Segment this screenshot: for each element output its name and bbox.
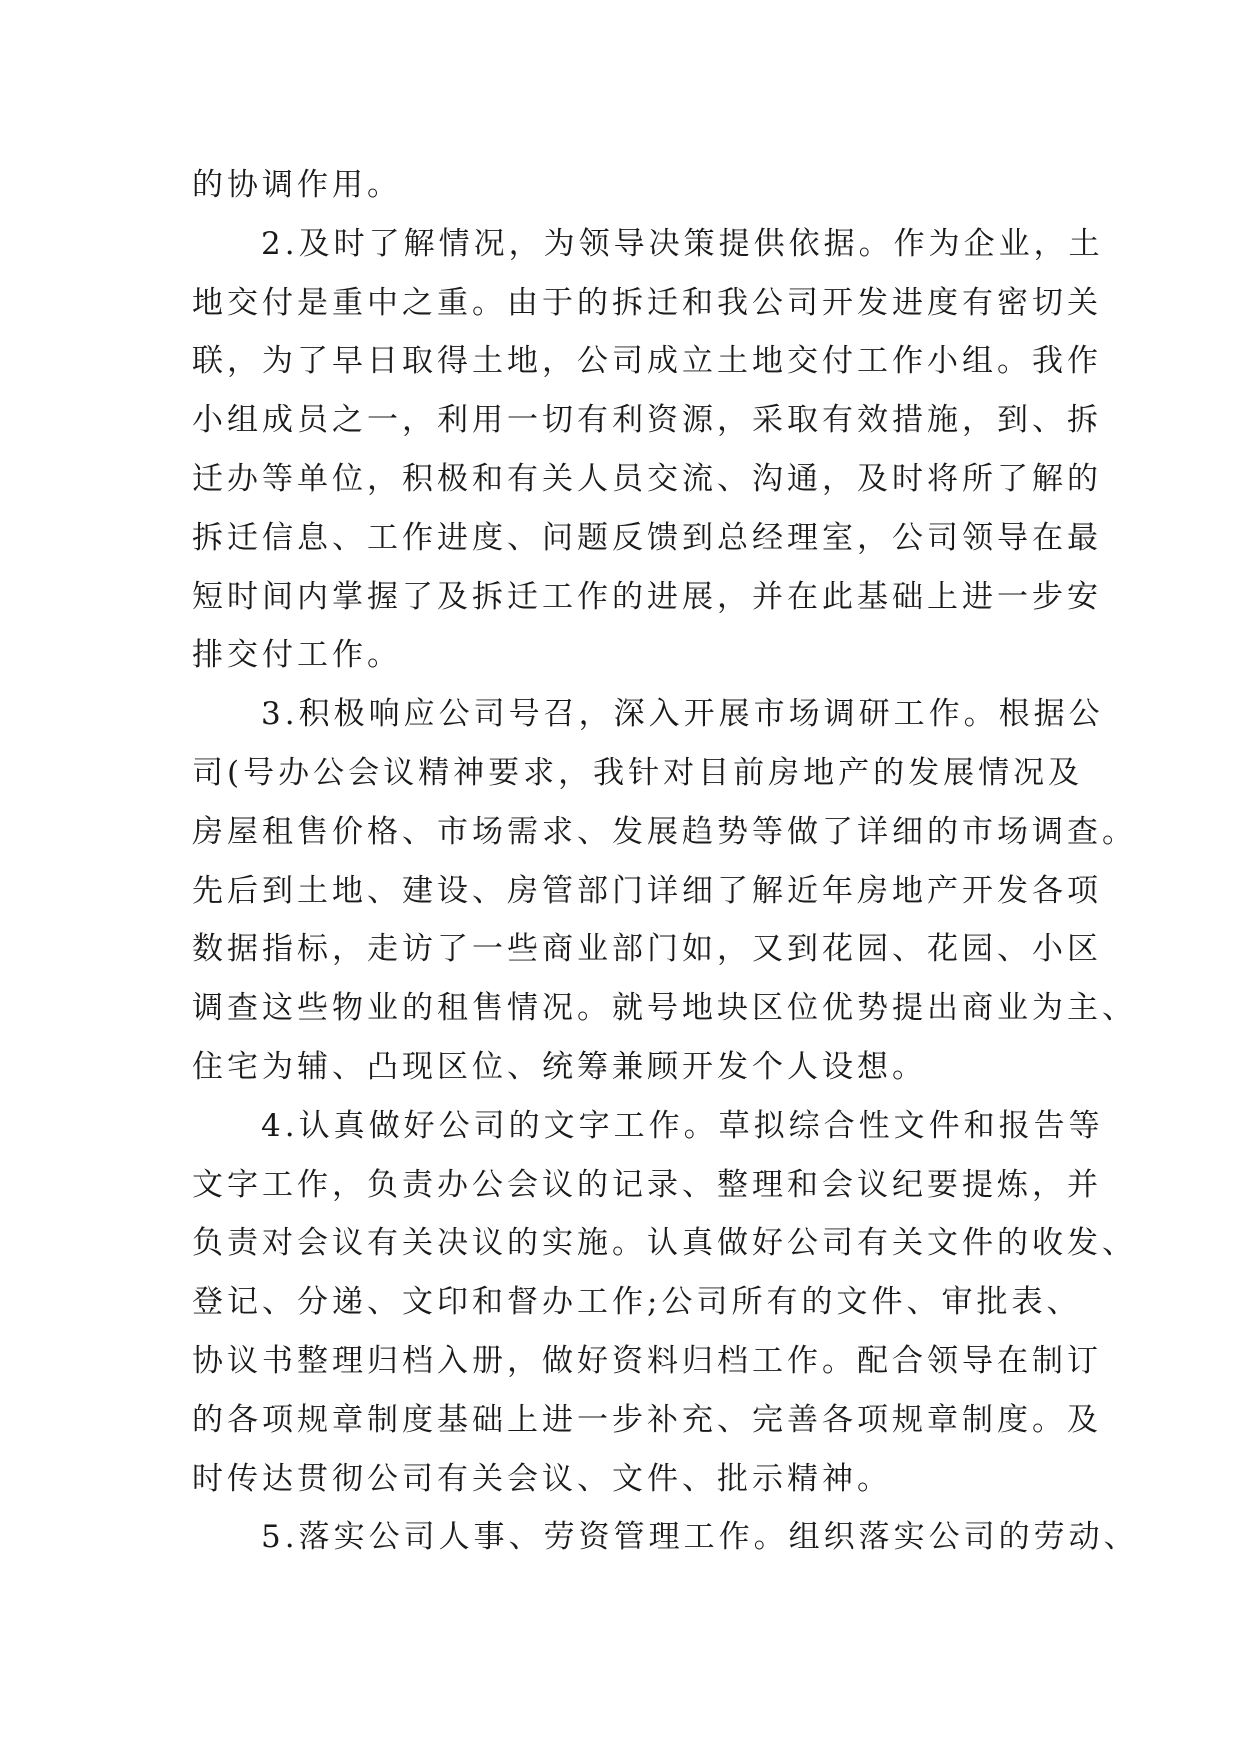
- text-line: 负责对会议有关决议的实施。认真做好公司有关文件的收发、: [192, 1225, 1137, 1262]
- text-line: 先后到土地、建设、房管部门详细了解近年房地产开发各项: [192, 872, 1102, 909]
- text-line: 数据指标，走访了一些商业部门如，又到花园、花园、小区: [192, 931, 1102, 968]
- text-line: 拆迁信息、工作进度、问题反馈到总经理室，公司领导在最: [192, 519, 1102, 556]
- text-line: 时传达贯彻公司有关会议、文件、批示精神。: [192, 1460, 892, 1497]
- paragraph-3-first-line: 3.积极响应公司号召，深入开展市场调研工作。根据公: [261, 696, 1104, 733]
- paragraph-5-first-line: 5.落实公司人事、劳资管理工作。组织落实公司的劳动、: [261, 1519, 1139, 1556]
- text-line: 住宅为辅、凸现区位、统筹兼顾开发个人设想。: [192, 1048, 927, 1085]
- text-line: 协议书整理归档入册，做好资料归档工作。配合领导在制订: [192, 1342, 1102, 1379]
- paragraph-2-first-line: 2.及时了解情况，为领导决策提供依据。作为企业，土: [261, 225, 1104, 262]
- text-line: 调查这些物业的租售情况。就号地块区位优势提出商业为主、: [192, 990, 1137, 1027]
- text-line: 的协调作用。: [192, 167, 402, 203]
- text-line: 登记、分递、文印和督办工作;公司所有的文件、审批表、: [192, 1284, 1082, 1321]
- text-line: 的各项规章制度基础上进一步补充、完善各项规章制度。及: [192, 1401, 1102, 1438]
- text-line: 司(号办公会议精神要求，我针对目前房地产的发展情况及: [192, 754, 1084, 791]
- body-text: [192, 156, 1139, 1567]
- text-line: 迁办等单位，积极和有关人员交流、沟通，及时将所了解的: [192, 460, 1102, 497]
- paragraph-4-first-line: 4.认真做好公司的文字工作。草拟综合性文件和报告等: [261, 1107, 1104, 1144]
- text-line: 小组成员之一，利用一切有利资源，采取有效措施，到、拆: [192, 402, 1102, 439]
- text-line: 房屋租售价格、市场需求、发展趋势等做了详细的市场调查。: [192, 813, 1137, 850]
- text-line: 排交付工作。: [192, 637, 402, 674]
- text-line: 地交付是重中之重。由于的拆迁和我公司开发进度有密切关: [192, 284, 1102, 321]
- text-line: 短时间内掌握了及拆迁工作的进展，并在此基础上进一步安: [192, 578, 1102, 615]
- text-line: 联，为了早日取得土地，公司成立土地交付工作小组。我作: [192, 343, 1102, 380]
- text-line: 文字工作，负责办公会议的记录、整理和会议纪要提炼，并: [192, 1166, 1102, 1203]
